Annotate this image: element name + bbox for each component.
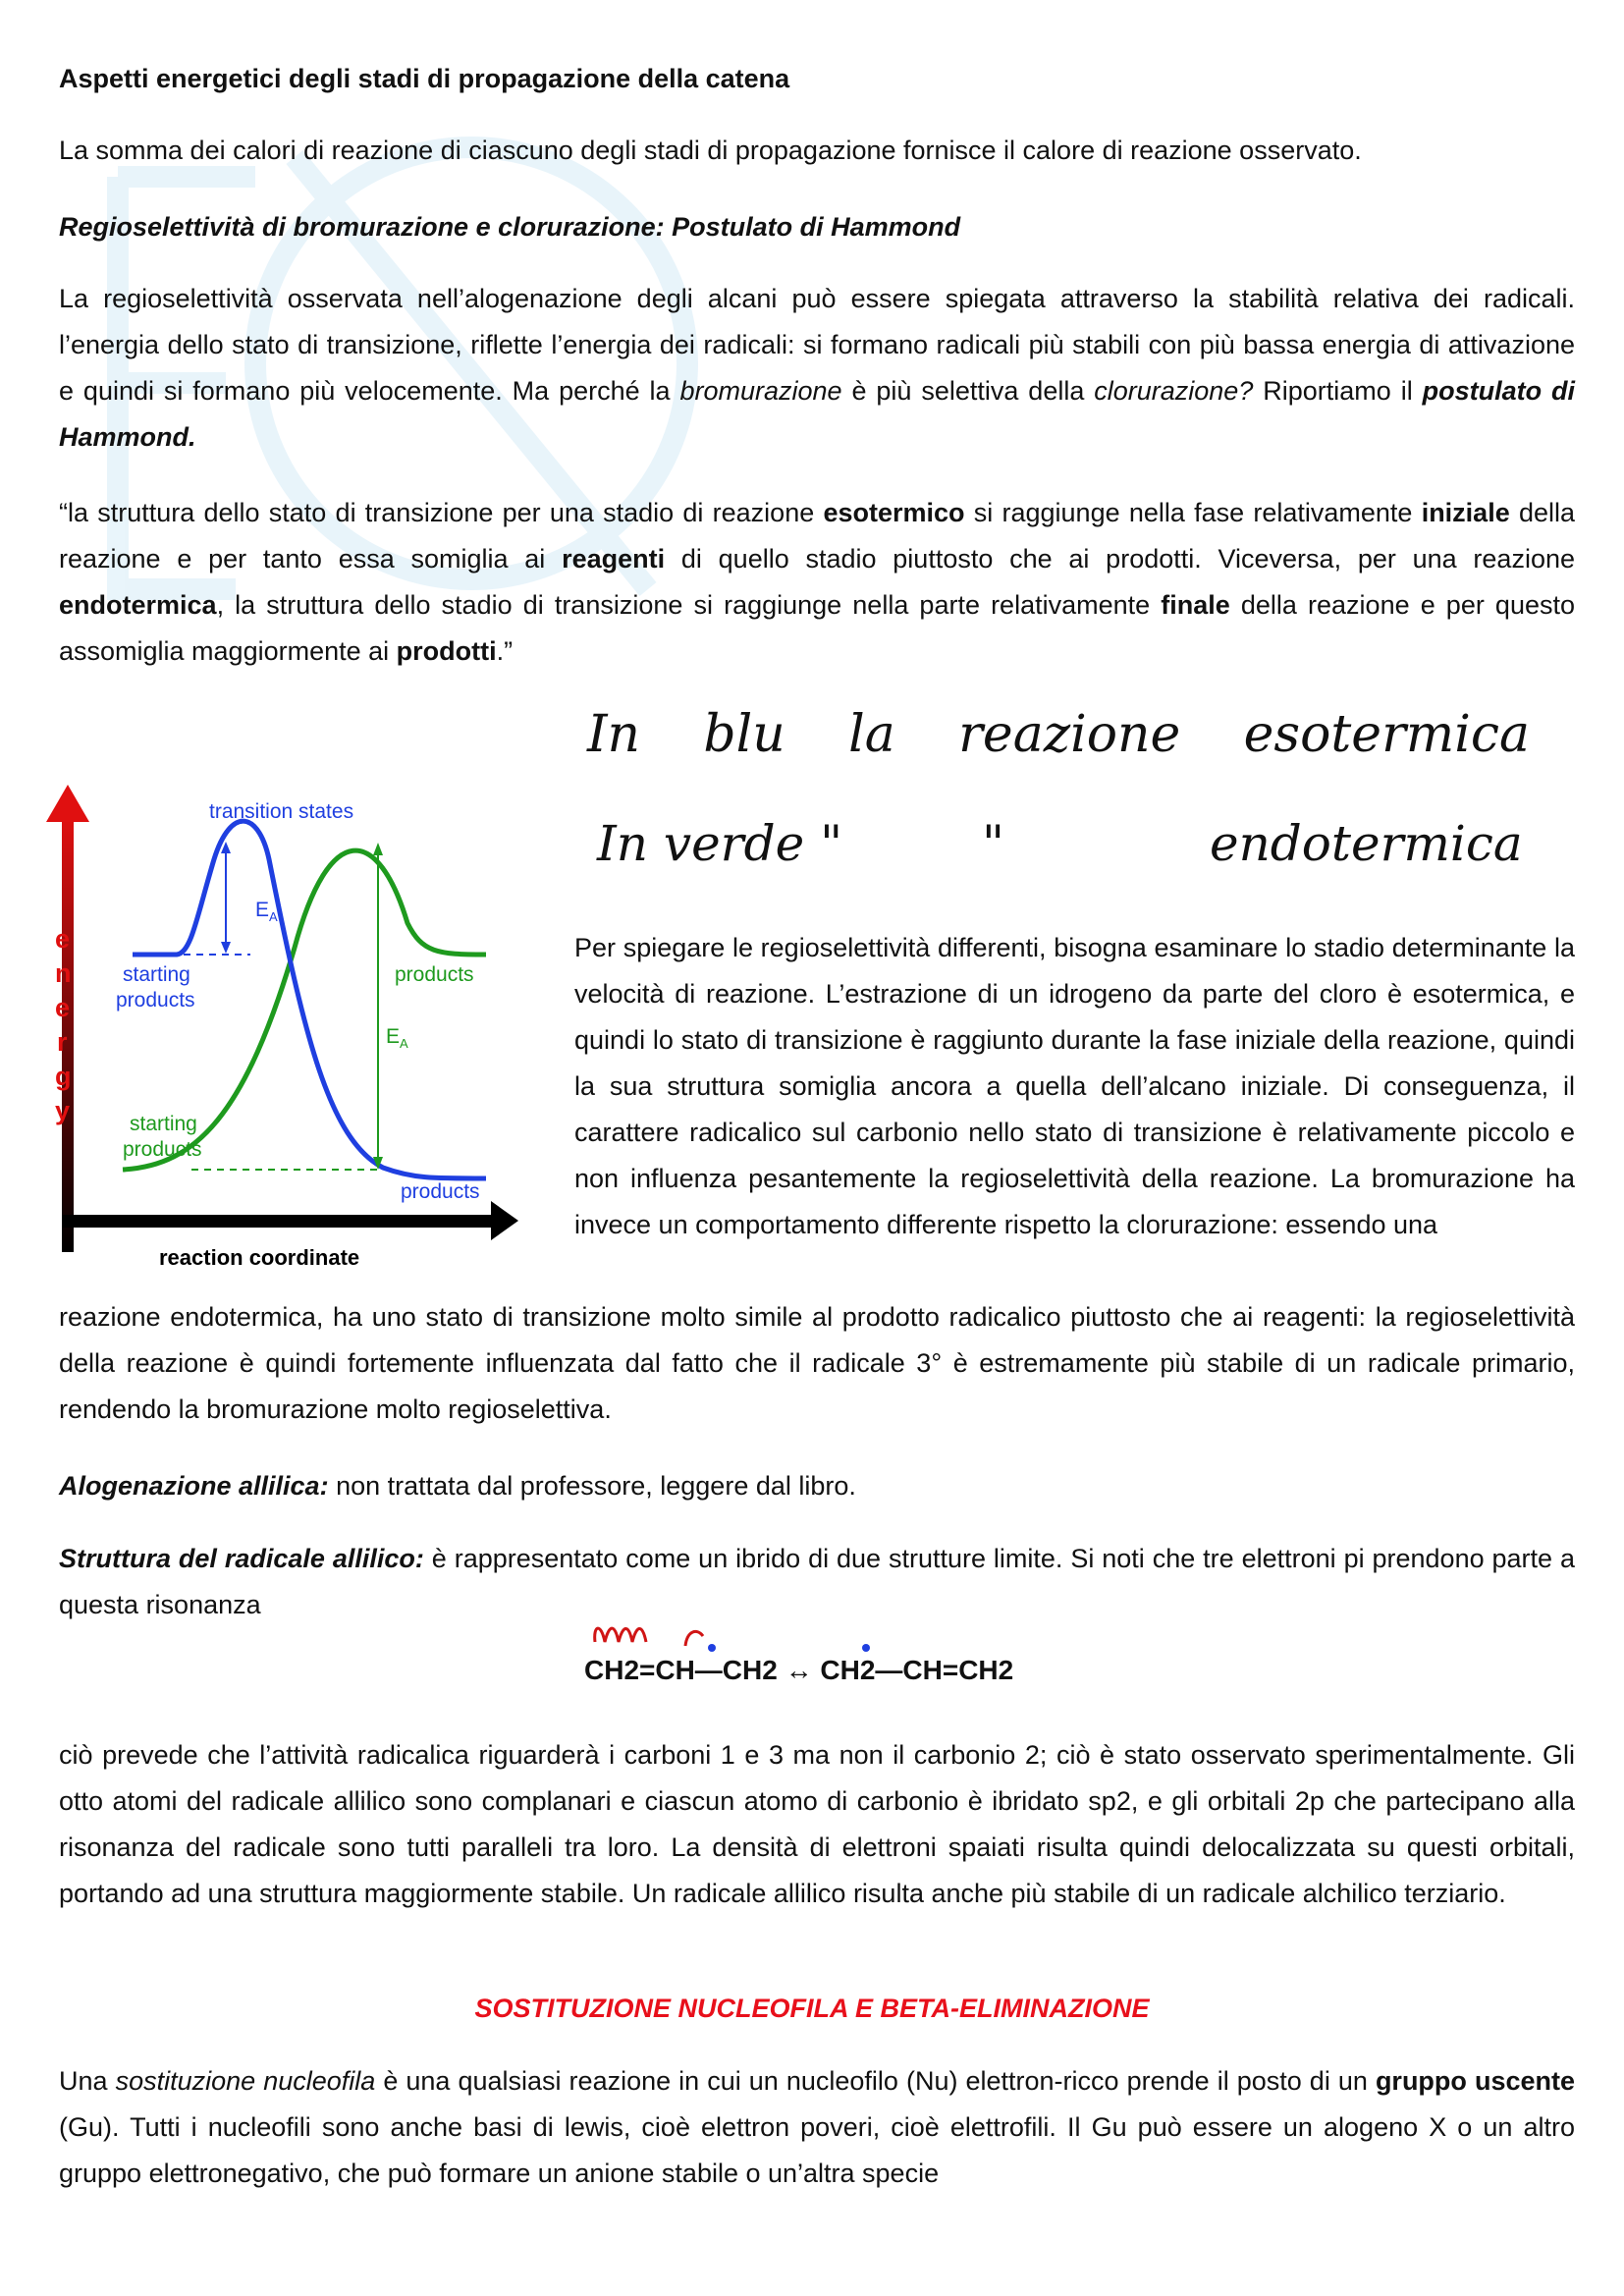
curved-electron-arrows bbox=[595, 1628, 646, 1642]
energy-letter: e bbox=[55, 924, 71, 954]
paragraph-nucleophilic-substitution bbox=[59, 2058, 1575, 2197]
term-finale: finale bbox=[1161, 590, 1230, 620]
energy-letter: e bbox=[55, 993, 71, 1022]
ea-subscript: A bbox=[269, 909, 278, 924]
paragraph-allylic-radical bbox=[59, 1536, 1575, 1628]
text-run: è più selettiva della bbox=[841, 376, 1095, 406]
resonance-arrow: ↔ bbox=[785, 1655, 813, 1685]
allyl-resonance-formula bbox=[584, 1655, 1013, 1686]
paragraph-reaction-heat: La somma dei calori di reazione di ciascuno degli stadi di propagazione fornisce il calore di reazione osservato. bbox=[59, 136, 1362, 165]
term-bromurazione: bromurazione bbox=[679, 376, 842, 406]
text-run: della reazione e per questo assomiglia maggiormente ai bbox=[59, 590, 1575, 666]
text-run: è una qualsiasi reazione in cui un nucleofilo (Nu) elettron-ricco prende il posto di un bbox=[375, 2066, 1376, 2096]
ea-arrowhead bbox=[373, 843, 383, 855]
term-hammond: postulato di Hammond. bbox=[59, 376, 1575, 452]
term-esotermico: esotermico bbox=[823, 498, 965, 527]
term-reagenti: reagenti bbox=[562, 544, 666, 574]
paragraph-regioselectivity bbox=[59, 276, 1575, 461]
paragraph-allylic-activity: ciò prevede che l’attività radicalica riguarderà i carboni 1 e 3 ma non il carbonio 2; ciò è stato osservato sperimentalmente. Gli otto atomi del radicale allilico sono complanari e ciascun atomo di carbonio è ibridato sp2, e gli orbitali 2p che partecipano alla risonanza del radicale sono tutti paralleli tra loro. La densità di elettroni spaiati risulta quindi delocalizzata su questi orbitali, portando ad una struttura maggiormente stabile. Un radicale allilico risulta anche più stabile di un radicale alchilico terziario. bbox=[59, 1740, 1575, 1908]
paragraph-bromination-continuation: reazione endotermica, ha uno stato di transizione molto simile al prodotto radicalico piuttosto che ai reagenti: la regioselettività della reazione è quindi fortemente influenzata dal fatto che il radicale 3° è estremamente più stabile di un radicale primario, rendendo la bromurazione molto regioselettiva. bbox=[59, 1302, 1575, 1424]
paragraph-regioselectivity-explanation: Per spiegare le regioselettività differenti, bisogna esaminare lo stadio determinante la velocità di reazione. L’estrazione di un idrogeno da parte del cloro è esotermica, e quindi lo stato di transizione è raggiunto durante la fase iniziale della reazione, quindi la sua struttura somiglia ancora a quella dell’alcano iniziale. Di conseguenza, il carattere radicalico sul carbonio nello stato di transizione è relativamente piccolo e non influenza pesantemente la regioselettività della reazione. La bromurazione ha invece un comportamento differente rispetto la clorurazione: essendo una bbox=[574, 933, 1575, 1239]
text-run: di quello stadio piuttosto che ai prodotti. Viceversa, per una reazione bbox=[665, 544, 1575, 574]
term-allylic-halogenation: Alogenazione allilica: bbox=[59, 1471, 329, 1501]
term-gruppo-uscente: gruppo uscente bbox=[1375, 2066, 1575, 2096]
reaction-axis bbox=[62, 1215, 496, 1228]
energy-letter: r bbox=[57, 1027, 68, 1057]
text-run: della reazione e per tanto essa somiglia ai bbox=[59, 498, 1575, 574]
energy-letter: y bbox=[55, 1096, 71, 1125]
term-endotermica: endotermica bbox=[59, 590, 217, 620]
text-run: “la struttura dello stato di transizione per una stadio di reazione bbox=[59, 498, 824, 527]
text-run: Una bbox=[59, 2066, 116, 2096]
text-run: La regioselettività osservata nell’alogenazione degli alcani può essere spiegata attraverso la stabilità relativa dei radicali. l’energia dello stato di transizione, riflette l’energia dei radicali: si formano radicali più stabili con più bassa energia di attivazione e quindi si formano più velocemente. Ma perché la bbox=[59, 284, 1575, 406]
energy-letter: g bbox=[55, 1062, 72, 1091]
resonance-structure-right: CH2—CH=CH2 bbox=[820, 1655, 1014, 1685]
label-transition-states: transition states bbox=[209, 800, 354, 823]
text-run: non trattata dal professore, leggere dal libro. bbox=[328, 1471, 856, 1501]
handwritten-note-endothermic-b: " bbox=[982, 815, 1004, 872]
radical-dot bbox=[862, 1644, 870, 1652]
energy-axis-arrow bbox=[46, 785, 89, 822]
label-starting-products-blue-2: products bbox=[116, 989, 195, 1011]
section-heading-nucleophilic-substitution: SOSTITUZIONE NUCLEOFILA E BETA-ELIMINAZIONE bbox=[474, 1994, 1150, 2023]
energy-letter: n bbox=[55, 958, 72, 988]
ea-arrowhead bbox=[221, 942, 231, 954]
term-sostituzione-nucleofila: sostituzione nucleofila bbox=[115, 2066, 376, 2096]
section-heading-energetics: Aspetti energetici degli stadi di propagazione della catena bbox=[59, 64, 790, 93]
resonance-structure-left: CH2=CH—CH2 bbox=[584, 1655, 778, 1685]
label-starting-products-blue: starting bbox=[123, 963, 190, 986]
term-clorurazione: clorurazione? bbox=[1094, 376, 1254, 406]
label-products-green: products bbox=[395, 963, 474, 986]
curved-electron-arrow bbox=[685, 1631, 703, 1646]
paragraph-allylic-halogenation bbox=[59, 1463, 1575, 1509]
section-heading-regioselectivity: Regioselettività di bromurazione e clorurazione: Postulato di Hammond bbox=[59, 212, 961, 242]
radical-dot bbox=[708, 1644, 716, 1652]
label-starting-products-green-2: products bbox=[123, 1138, 202, 1161]
reaction-axis-arrow bbox=[491, 1201, 518, 1240]
label-products-blue: products bbox=[401, 1180, 480, 1203]
ea-symbol: E bbox=[255, 899, 270, 921]
text-run: .” bbox=[496, 636, 514, 666]
text-run: , la struttura dello stadio di transizione si raggiunge nella parte relativamente bbox=[216, 590, 1162, 620]
label-reaction-coordinate: reaction coordinate bbox=[159, 1245, 360, 1270]
term-iniziale: iniziale bbox=[1421, 498, 1510, 527]
paragraph-hammond-quote bbox=[59, 490, 1575, 675]
handwritten-note-exothermic: In blu la reazione esotermica bbox=[587, 705, 1530, 764]
ea-symbol: E bbox=[386, 1025, 401, 1048]
text-run: è rappresentato come un ibrido di due strutture limite. Si noti che tre elettroni pi prendono parte a questa risonanza bbox=[59, 1544, 1575, 1619]
text-run: si raggiunge nella fase relativamente bbox=[964, 498, 1422, 527]
term-allylic-radical: Struttura del radicale allilico: bbox=[59, 1544, 424, 1573]
ea-subscript: A bbox=[400, 1036, 408, 1051]
energy-diagram bbox=[55, 781, 530, 1282]
label-ea-endothermic bbox=[386, 1025, 408, 1051]
text-run: (Gu). Tutti i nucleofili sono anche basi di lewis, cioè elettron poveri, cioè elettrofili. Il Gu può essere un alogeno X o un altro gruppo elettronegativo, che può formare un anione stabile o un’altra specie bbox=[59, 2112, 1575, 2188]
text-run: Riportiamo il bbox=[1253, 376, 1423, 406]
label-starting-products-green: starting bbox=[130, 1113, 197, 1135]
term-prodotti: prodotti bbox=[396, 636, 497, 666]
label-ea-exothermic bbox=[255, 899, 278, 924]
handwritten-note-endothermic-a: In verde " bbox=[597, 815, 843, 872]
handwritten-note-endothermic-c: endotermica bbox=[1210, 815, 1523, 872]
